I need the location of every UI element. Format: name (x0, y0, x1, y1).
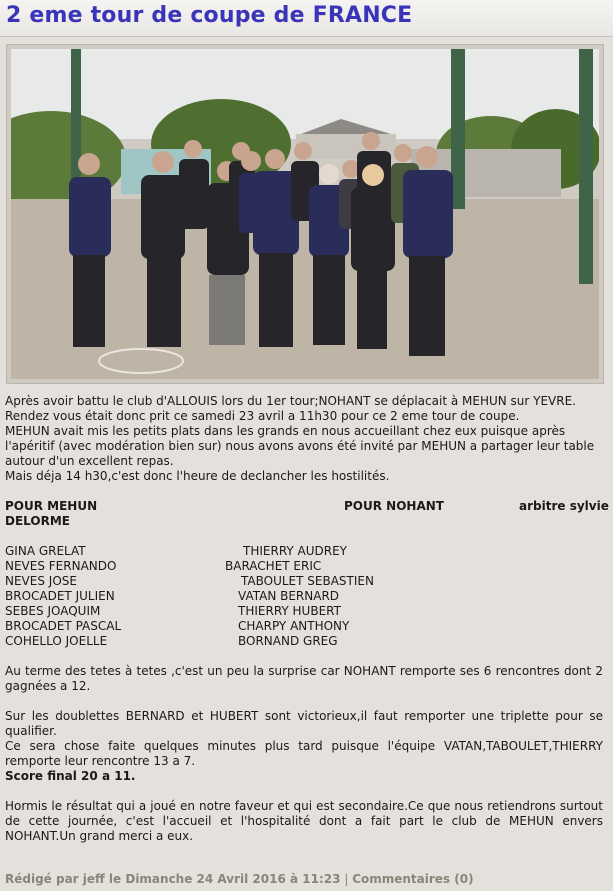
final-score: Score final 20 a 11. (5, 769, 136, 783)
team-header-row (5, 499, 609, 514)
byline: Rédigé par jeff le Dimanche 24 Avril 2016 à 11:23 (5, 872, 341, 886)
mehun-header: POUR MEHUN (5, 499, 98, 513)
nohant-player: THIERRY AUDREY (243, 544, 348, 558)
page-title: 2 eme tour de coupe de FRANCE (6, 3, 413, 28)
nohant-player: THIERRY HUBERT (238, 604, 341, 618)
mehun-player: NEVES JOSE (5, 574, 77, 588)
triplette-paragraph: Ce sera chose faite quelques minutes plus tard puisque l'équipe VATAN,TABOULET,THIERRY remporte leur rencontre 13 a 7. (5, 739, 603, 768)
intro-paragraph: Après avoir battu le club d'ALLOUIS lors du 1er tour;NOHANT se déplacait à MEHUN sur YEVRE. (5, 394, 576, 408)
referee-label: arbitre sylvie (519, 499, 609, 513)
player-row (5, 559, 603, 574)
nohant-player: BARACHET ERIC (225, 559, 322, 573)
intro-paragraph: Rendez vous était donc prit ce samedi 23 avril a 11h30 pour ce 2 eme tour de coupe. (5, 409, 520, 423)
player-row (5, 544, 603, 559)
comments-link[interactable]: Commentaires (0) (352, 872, 474, 886)
article-body (5, 394, 609, 844)
doublettes-paragraph: Sur les doublettes BERNARD et HUBERT sont victorieux,il faut remporter une triplette pour se qualifier. (5, 709, 603, 738)
mehun-player: COHELLO JOELLE (5, 634, 108, 648)
player-row (5, 619, 603, 634)
title-bar (0, 0, 613, 37)
nohant-player: VATAN BERNARD (238, 589, 340, 603)
mehun-player: NEVES FERNANDO (5, 559, 117, 573)
nohant-player: TABOULET SEBASTIEN (241, 574, 374, 588)
nohant-player: CHARPY ANTHONY (238, 619, 350, 633)
footer-separator: | (344, 872, 349, 886)
mehun-player: BROCADET JULIEN (5, 589, 115, 603)
player-row (5, 634, 603, 649)
tetes-paragraph: Au terme des tetes à tetes ,c'est un peu la surprise car NOHANT remporte ses 6 rencontres dont 2 gagnées a 12. (5, 664, 603, 693)
closing-paragraph: Hormis le résultat qui a joué en notre faveur et qui est secondaire.Ce que nous retiendrons surtout de cette journée, c'est l'accueil et l'hospitalité dont a fait part le club de MEHUN envers NOHANT.Un grand merci a eux. (5, 799, 603, 843)
mehun-player: SEBES JOAQUIM (5, 604, 101, 618)
intro-paragraph: Mais déja 14 h30,c'est donc l'heure de declancher les hostilités. (5, 469, 390, 483)
mehun-player: GINA GRELAT (5, 544, 86, 558)
intro-paragraph: MEHUN avait mis les petits plats dans les grands en nous accueillant chez eux puisque après l'apéritif (avec modération bien sur) nous avons avons été invité par MEHUN a partager leur table autour d'un excellent repas. (5, 424, 595, 468)
player-row (5, 574, 603, 589)
player-row (5, 604, 603, 619)
nohant-header: POUR NOHANT (344, 499, 444, 513)
player-row (5, 589, 603, 604)
referee-name: DELORME (5, 514, 70, 528)
mehun-player: BROCADET PASCAL (5, 619, 122, 633)
post-footer (5, 872, 474, 886)
referee-row (5, 514, 603, 529)
nohant-player: BORNAND GREG (238, 634, 338, 648)
photo-frame (6, 44, 604, 384)
team-photo (11, 49, 599, 379)
